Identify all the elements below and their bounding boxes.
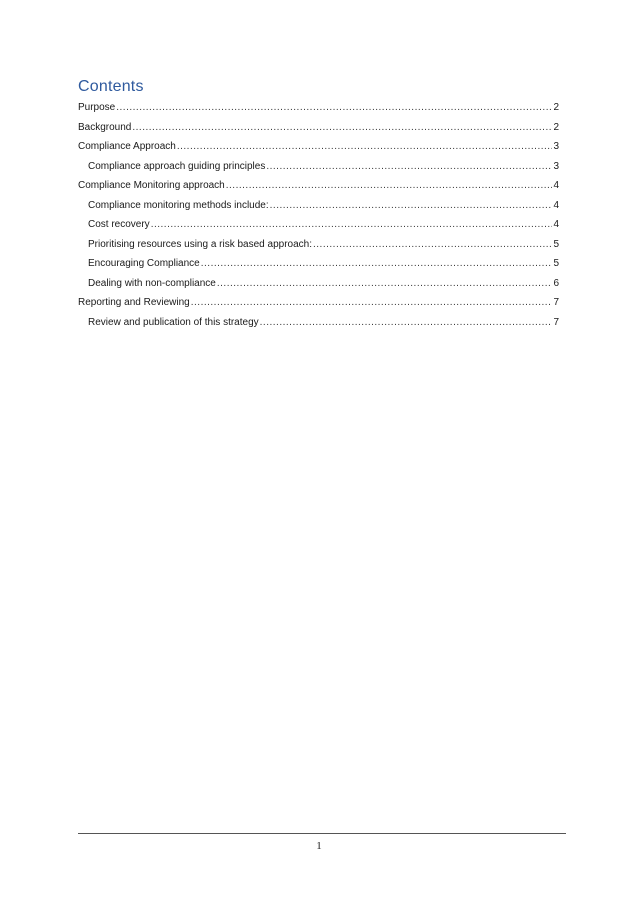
toc-entry-non-compliance[interactable]	[78, 274, 559, 294]
toc-entry-text: Compliance monitoring methods include:	[88, 199, 269, 211]
toc-entry-text: Compliance Approach	[78, 141, 176, 152]
toc-entry-text: Dealing with non-compliance	[88, 277, 216, 289]
toc-dot-leader	[217, 274, 553, 294]
toc-entry-text: Compliance approach guiding principles	[88, 160, 266, 172]
toc-entry-page: 2	[553, 121, 559, 133]
toc-entry-page: 3	[553, 160, 559, 172]
toc-entry-background[interactable]	[78, 118, 559, 138]
toc-dot-leader	[226, 176, 553, 196]
toc-entry-text: Background	[78, 121, 132, 133]
toc-dot-leader	[270, 196, 553, 216]
toc-dot-leader	[313, 235, 552, 255]
toc-dot-leader	[132, 118, 552, 138]
toc-dot-leader	[151, 215, 553, 235]
toc-dot-leader	[177, 137, 553, 157]
toc-entry-page: 4	[553, 199, 559, 211]
toc-entry-text: Compliance Monitoring approach	[78, 180, 225, 191]
toc-entry-page: 4	[553, 180, 559, 191]
toc-entry-page: 5	[553, 238, 559, 250]
toc-entry-monitoring-approach[interactable]	[78, 176, 559, 196]
toc-entry-text: Prioritising resources using a risk based approach:	[88, 238, 312, 250]
toc-entry-reporting-reviewing[interactable]	[78, 293, 559, 313]
toc-dot-leader	[191, 293, 553, 313]
footer-divider	[78, 833, 566, 834]
table-of-contents	[78, 98, 559, 332]
toc-entry-page: 5	[553, 258, 559, 269]
toc-entry-text: Purpose	[78, 102, 116, 113]
toc-entry-text: Encouraging Compliance	[88, 258, 200, 269]
page-number: 1	[316, 840, 322, 852]
toc-heading: Contents	[78, 78, 144, 95]
toc-entry-monitoring-methods[interactable]	[78, 196, 559, 216]
toc-dot-leader	[260, 313, 553, 333]
toc-dot-leader	[201, 254, 553, 274]
toc-entry-text: Review and publication of this strategy	[88, 316, 259, 328]
toc-entry-encouraging-compliance[interactable]	[78, 254, 559, 274]
toc-entry-page: 7	[553, 316, 559, 328]
toc-entry-page: 4	[553, 219, 559, 230]
toc-entry-purpose[interactable]	[78, 98, 559, 118]
toc-entry-review-publication[interactable]	[78, 313, 559, 333]
toc-dot-leader	[266, 157, 552, 177]
toc-entry-text: Reporting and Reviewing	[78, 297, 190, 308]
toc-dot-leader	[116, 98, 552, 118]
toc-entry-page: 2	[553, 102, 559, 113]
toc-entry-prioritising-resources[interactable]	[78, 235, 559, 255]
toc-entry-page: 6	[553, 277, 559, 289]
toc-entry-compliance-approach[interactable]	[78, 137, 559, 157]
toc-entry-page: 7	[553, 297, 559, 308]
toc-entry-page: 3	[553, 141, 559, 152]
toc-entry-guiding-principles[interactable]	[78, 157, 559, 177]
toc-entry-cost-recovery[interactable]	[78, 215, 559, 235]
toc-entry-text: Cost recovery	[88, 219, 150, 230]
